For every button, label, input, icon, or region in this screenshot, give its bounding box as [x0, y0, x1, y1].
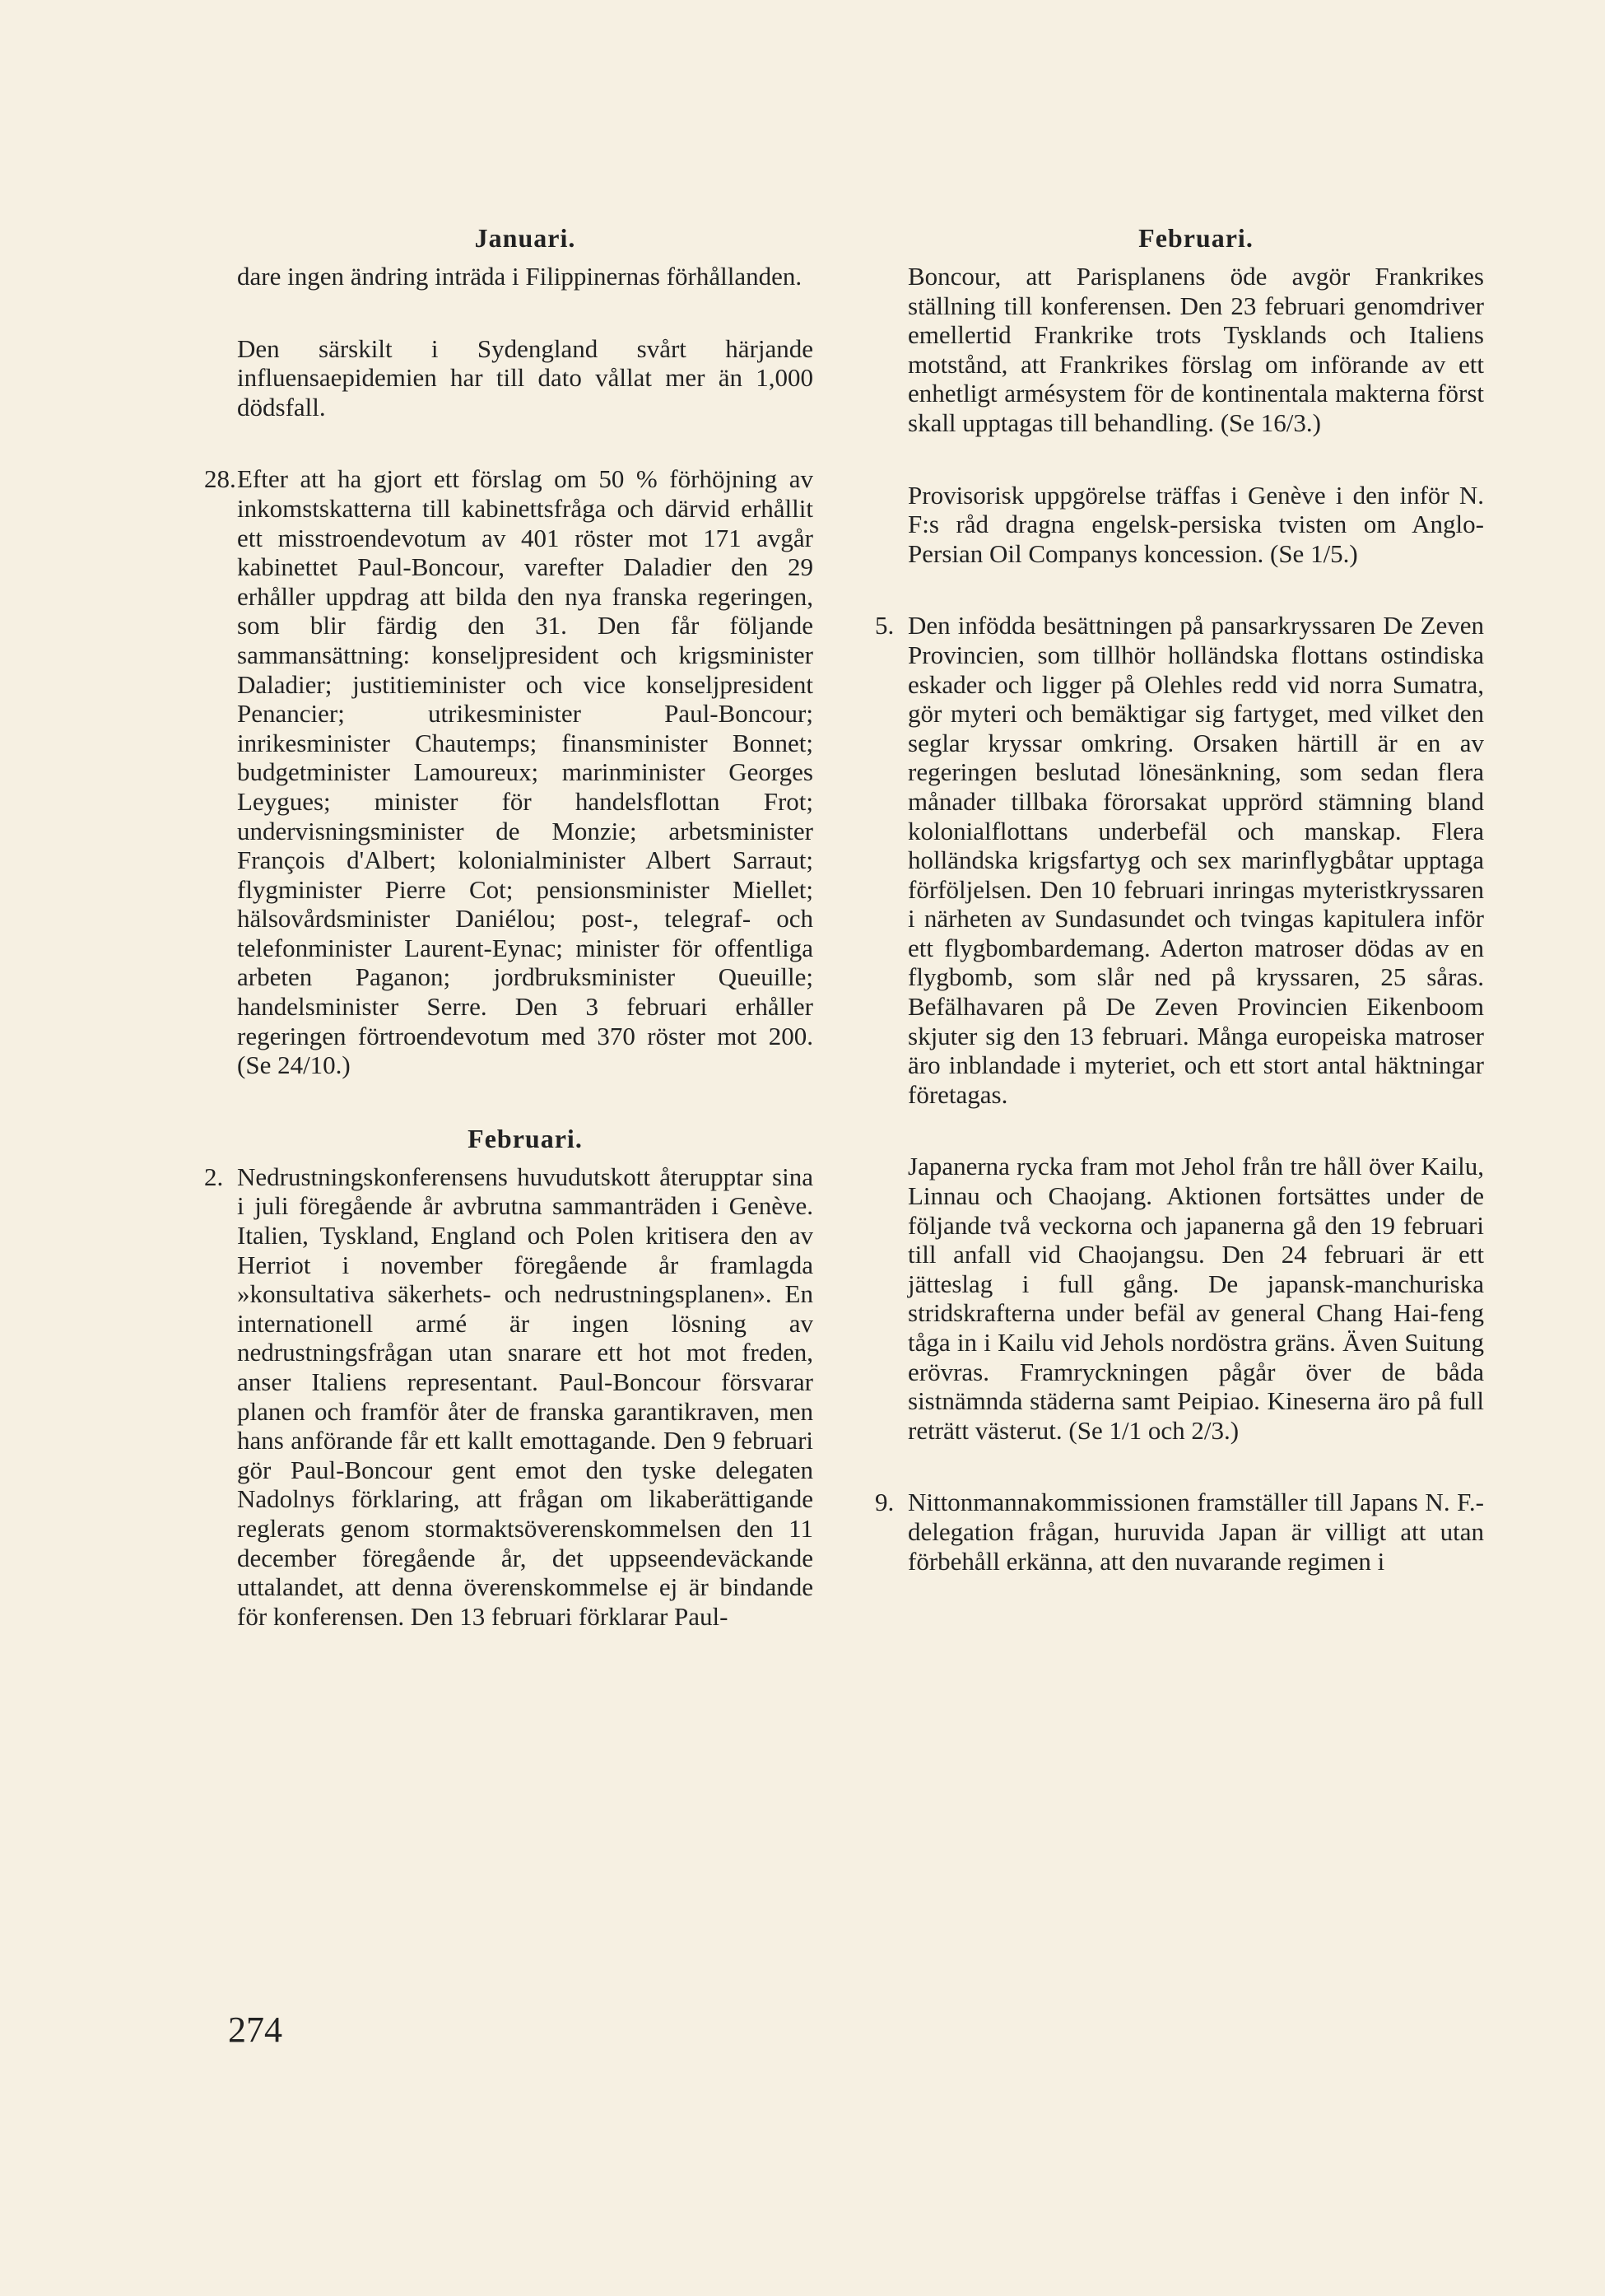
- entry-day: 5.: [875, 611, 895, 640]
- entry: [908, 481, 1484, 569]
- entry-text: Boncour, att Parisplanens öde avgör Frankrikes ställning till konferensen. Den 23 februari genomdriver emellertid Frankrike trots Tysklands och Italiens motstånd, att Frankrikes förslag om införande av ett enhetligt armésystem för de kontinentala makterna först skall upptagas till behandling. (Se 16/3.): [908, 262, 1484, 437]
- entry-text: Japanerna rycka fram mot Jehol från tre håll över Kailu, Linnau och Chaojang. Aktionen fortsättes under de följande två veckorna och japanerna gå den 19 februari till anfall vid Chaojangsu. Den 24 februari är ett jätteslag i full gång. De japansk-manchuriska stridskrafterna under befäl av general Chang Hai-feng tåga in i Kailu vid Jehols nordöstra gräns. Även Suitung erövras. Framryckningen pågår över de båda sistnämnda städerna samt Peipiao. Kineserna äro på full reträtt västerut. (Se 1/1 och 2/3.): [908, 1152, 1484, 1445]
- entry-day: 2.: [204, 1162, 224, 1191]
- page-number: 274: [228, 2010, 282, 2050]
- entry: [237, 262, 813, 291]
- entry-text: Efter att ha gjort ett förslag om 50 % förhöjning av inkomstskatterna till kabinettsfråga och därvid erhållit ett misstroendevotum av 401 röster mot 171 avgår kabinettet Paul-Boncour, varefter Daladier den 29 erhåller uppdrag att bilda den nya franska regeringen, som blir färdig den 31. Den får följande sammansättning: konseljpresident och krigsminister Daladier; justitieminister och vice konseljpresident Penancier; utrikesminister Paul-Boncour; inrikesminister Chautemps; finansminister Bonnet; budgetminister Lamoureux; marinminister Georges Leygues; minister för handelsflottan Frot; undervisningsminister de Monzie; arbetsminister François d'Albert; kolonialminister Albert Sarraut; flygminister Pierre Cot; pensionsminister Miellet; hälsovårdsminister Daniélou; post-, telegraf- och telefonminister Laurent-Eynac; minister för offentliga arbeten Paganon; jordbruksminister Queuille; handelsminister Serre. Den 3 februari erhåller regeringen förtroendevotum med 370 röster mot 200. (Se 24/10.): [237, 464, 813, 1080]
- left-column: [204, 222, 813, 1674]
- entry-text: Den infödda besättningen på pansarkryssaren De Zeven Provincien, som tillhör holländska flottans ostindiska eskader och ligger på Olehles redd vid norra Sumatra, gör myteri och bemäktigar sig fartyget, med vilket den seglar kryssar omkring. Orsaken härtill är en av regeringen beslutad lönesänkning, som sedan flera månader tillbaka förorsakat upprörd stämning bland kolonialflottans underbefäl och manskap. Flera holländska krigsfartyg och sex marinflygbåtar upptaga förföljelsen. Den 10 februari inringas myteristkryssaren i närheten av Sundasundet och tvingas kapitulera inför ett flygbombardemang. Aderton matroser dödas av en flygbomb, som slår ned på kryssaren, 25 såras. Befälhavaren på De Zeven Provincien Eikenboom skjuter sig den 13 februari. Många europeiska matroser äro inblandade i myteriet, och ett stort antal häktningar företagas.: [908, 611, 1484, 1109]
- entry-day: 28.: [204, 464, 236, 494]
- entry-text: Provisorisk uppgörelse träffas i Genève i den inför N. F:s råd dragna engelsk-persiska tvisten om Anglo-Persian Oil Companys koncession. (Se 1/5.): [908, 480, 1484, 568]
- entry: [908, 262, 1484, 438]
- entry: [875, 611, 1484, 1109]
- entry-text: dare ingen ändring inträda i Filippinernas förhållanden.: [237, 262, 802, 291]
- month-heading-februari: Februari.: [1138, 223, 1254, 253]
- entry-text: Nedrustningskonferensens huvudutskott återupptar sina i juli föregående år avbrutna sammanträden i Genève. Italien, Tyskland, England och Polen kritisera den av Herriot i november föregående år framlagda »konsultativa säkerhets- och nedrustningsplanen». En internationell armé är ingen lösning av nedrustningsfrågan utan snarare ett hot mot freden, anser Italiens representant. Paul-Boncour försvarar planen och framför åter de franska garantikraven, men hans anförande får ett kallt emottagande. Den 9 februari gör Paul-Boncour gent emot den tyske delegaten Nadolnys förklaring, att frågan om likaberättigande reglerats genom stormaktsöverenskommelsen den 11 december föregående år, det uppseendeväckande uttalandet, att denna överenskommelse ej är bindande för konferensen. Den 13 februari förklarar Paul-: [237, 1162, 813, 1631]
- entry: [908, 1152, 1484, 1445]
- entry: [204, 1162, 813, 1632]
- entry: [204, 464, 813, 1080]
- month-heading-januari: Januari.: [474, 223, 576, 253]
- entry-text: Den särskilt i Sydengland svårt härjande influensaepidemien har till dato vållat mer än 1,000 dödsfall.: [237, 333, 813, 421]
- entry: [875, 1488, 1484, 1576]
- entry: [237, 334, 813, 422]
- entry-day: 9.: [875, 1488, 895, 1517]
- right-column: [875, 222, 1484, 1618]
- month-heading-februari: Februari.: [468, 1123, 583, 1153]
- entry-text: Nittonmannakommissionen framställer till Japans N. F.-delegation frågan, huruvida Japan är villigt att utan förbehåll erkänna, att den nuvarande regimen i: [908, 1488, 1484, 1576]
